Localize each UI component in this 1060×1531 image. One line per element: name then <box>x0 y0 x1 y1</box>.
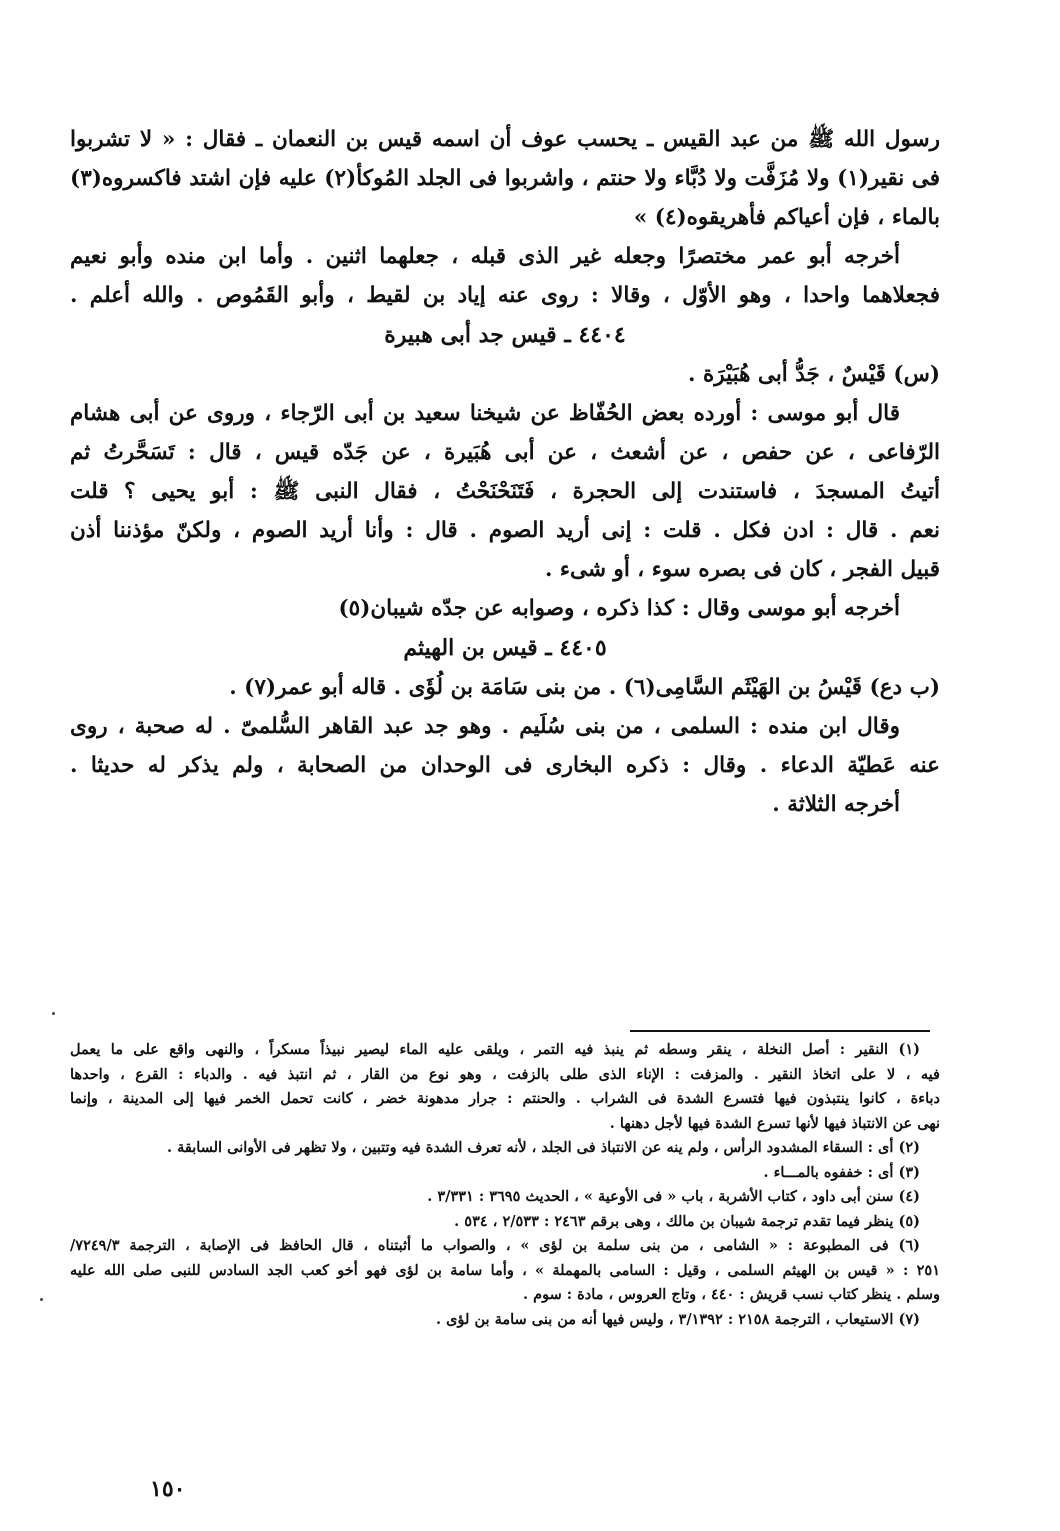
footnote-line: (٤) سنن أبى داود ، كتاب الأشربة ، باب « فى الأوعية » ، الحديث ٣٦٩٥ : ٣/٣٣١ . <box>427 1188 920 1205</box>
entry-title: (س) قَيْسٌ ، جَدُّ أبى هُبَيْرَة . <box>688 362 940 387</box>
entry-heading-4404: ٤٤٠٤ ـ قيس جد أبى هبيرة <box>384 322 626 348</box>
text-line: أخرجه أبو موسى وقال : كذا ذكره ، وصوابه عن جدّه شيبان(٥) <box>338 596 900 621</box>
footnote-line: ٢٥١ : « قيس بن الهيثم السلمى ، وقيل : السامى بالمهملة » ، وأما سامة بن لؤى فهو أخو كعب الجد السادس للنبى صلى الله عليه <box>70 1261 940 1279</box>
text-line: فى نقير(١) ولا مُزَفَّت ولا دُبَّاء ولا حنتم ، واشربوا فى الجلد المُوكأ(٢) عليه فإن اشتد فاكسروه(٣) <box>70 166 940 191</box>
text-line: أتيتُ المسجدَ ، فاستندت إلى الحجرة ، فَتَنَحْنَحْتُ ، فقال النبى ﷺ : أبو يحيى ؟ قلت <box>70 479 940 504</box>
text-line: أخرجه الثلاثة . <box>772 792 900 817</box>
footnote-divider <box>630 1030 930 1032</box>
footnote-line: نهى عن الانتباذ فيها لأنها تسرع الشدة فيها لأجل دهنها . <box>609 1114 940 1132</box>
entry-heading-4405: ٤٤٠٥ ـ قيس بن الهيثم <box>403 635 607 661</box>
text-line: عنه عَطيّة الدعاء . وقال : ذكره البخارى فى الوحدان من الصحابة ، ولم يذكر له حديثا . <box>70 753 940 778</box>
footnote-line: (١) النقير : أصل النخلة ، ينقر وسطه ثم ينبذ فيه التمر ، ويلقى عليه الماء ليصير نبيذاً مسكراً ، والنهى واقع على ما يعمل <box>70 1041 920 1058</box>
text-line: وقال ابن منده : السلمى ، من بنى سُلَيم . وهو جد عبد القاهر السُّلمىّ . له صحبة ، روى <box>70 714 900 739</box>
text-line: الرّفاعى ، عن حفص ، عن أشعث ، عن أبى هُبَيرة ، عن جَدّه قيس ، قال : تَسَحَّرتُ ثم <box>70 440 940 465</box>
footnote-line: (٣) أى : خففوه بالمـــاء . <box>763 1163 920 1181</box>
text-line: رسول الله ﷺ من عبد القيس ـ يحسب عوف أن اسمه قيس بن النعمان ـ فقال : « لا تشربوا <box>70 127 940 152</box>
footnote-line: (٥) ينظر فيما تقدم ترجمة شيبان بن مالك ، وهى برقم ٢٤٦٣ : ٢/٥٣٣ ، ٥٣٤ . <box>454 1212 920 1230</box>
main-text <box>70 120 940 824</box>
text-line: قبيل الفجر ، كان فى بصره سوء ، أو شىء . <box>544 557 940 582</box>
footnote-line: فيه ، لا على اتخاذ النقير . والمزفت : الإناء الذى طلى بالزفت ، وهو نوع من القار ، ثم انتبذ فيه . والدباء : القرع ، واحدها <box>70 1065 940 1083</box>
text-line: فجعلاهما واحدا ، وهو الأوّل ، وقالا : روى عنه إياد بن لقيط ، وأبو القَمُوص . والله أعلم . <box>70 283 940 308</box>
text-line: أخرجه أبو عمر مختصرًا وجعله غير الذى قبله ، جعلهما اثنين . وأما ابن منده وأبو نعيم <box>70 244 900 269</box>
footnote-line: (٦) فى المطبوعة : « الشامى ، من بنى سلمة بن لؤى » ، والصواب ما أثبتناه ، قال الحافظ فى الإصابة ، الترجمة ٧٢٤٩/٣/ <box>70 1237 920 1254</box>
text-line: قال أبو موسى : أورده بعض الحُفّاظ عن شيخنا سعيد بن أبى الرّجاء ، وروى عن أبى هشام <box>70 401 900 426</box>
footnote-line: (٧) الاستيعاب ، الترجمة ٢١٥٨ : ٣/١٣٩٢ ، وليس فيها أنه من بنى سامة بن لؤى . <box>436 1310 920 1328</box>
page-number: ١٥٠ <box>150 1476 186 1502</box>
scan-speck <box>52 1012 55 1015</box>
scan-speck <box>40 1298 43 1301</box>
text-line: بالماء ، فإن أعياكم فأهريقوه(٤) » <box>633 205 940 230</box>
entry-title: (ب دع) قَيْسُ بن الهَيْثَم السَّامِى(٦) . من بنى سَامَة بن لُؤَى . قاله أبو عمر(٧) . <box>229 675 940 700</box>
footnote-line: (٢) أى : السقاء المشدود الرأس ، ولم ينه عن الانتباذ فى الجلد ، لأنه تعرف الشدة فيه وتتبين ، ولا تظهر فى الأوانى السابقة . <box>167 1139 920 1156</box>
text-line: نعم . قال : ادن فكل . قلت : إنى أريد الصوم . قال : وأنا أريد الصوم ، ولكنّ مؤذننا أذن <box>70 518 940 543</box>
footnote-line: دباءة ، كانوا ينتبذون فيها فتسرع الشدة فى الشراب . والحنتم : جرار مدهونة خضر ، كانت تحمل الخمر فيها إلى المدينة ، وإنما <box>70 1090 940 1107</box>
footnotes <box>70 1038 940 1332</box>
footnote-line: وسلم . ينظر كتاب نسب قريش : ٤٤٠ ، وتاج العروس ، مادة : سوم . <box>523 1286 940 1303</box>
